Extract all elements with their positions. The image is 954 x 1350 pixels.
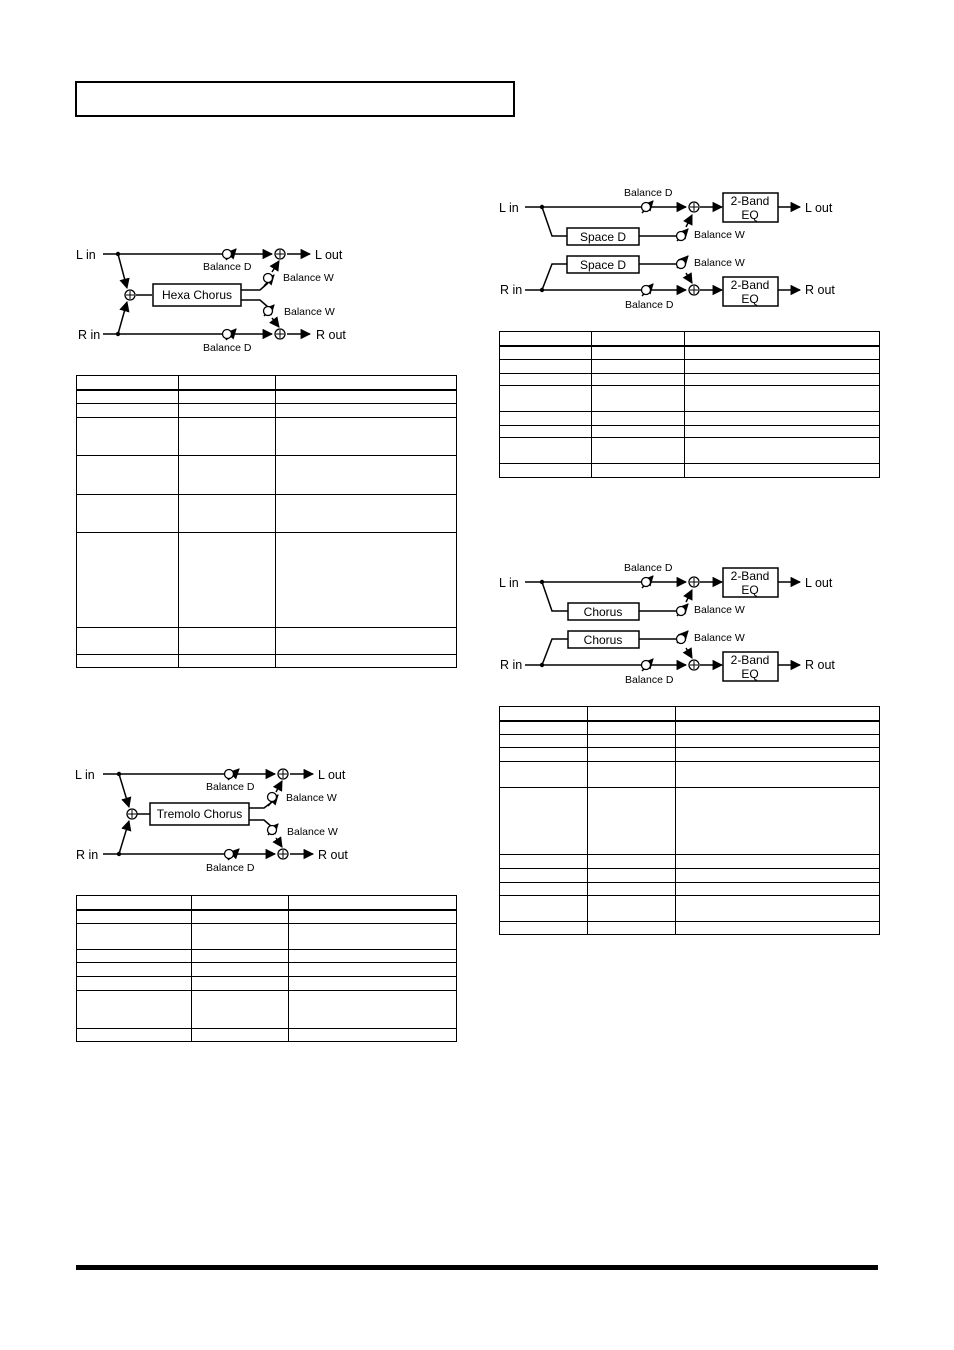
table-row [500, 374, 880, 386]
table-row [77, 495, 457, 533]
balance-d-label: Balance D [624, 562, 673, 574]
eq-block-label: EQ [741, 583, 759, 597]
l-out-label: L out [318, 768, 346, 782]
eq-block-label: EQ [741, 292, 759, 306]
balance-d-label: Balance D [625, 674, 674, 686]
eq-block-label: 2-Band [730, 194, 770, 208]
balance-w-label: Balance W [694, 632, 745, 644]
table-row [500, 386, 880, 412]
table-row [77, 977, 457, 991]
balance-w-label: Balance W [694, 229, 745, 241]
table-header-row [77, 896, 457, 910]
l-in-label: L in [76, 248, 96, 262]
table-row [500, 412, 880, 426]
table-row [500, 762, 880, 788]
balance-d-label: Balance D [624, 187, 673, 199]
eq-block-label: EQ [741, 208, 759, 222]
table-row [77, 628, 457, 655]
table-row [500, 735, 880, 748]
table-row [77, 456, 457, 495]
balance-w-label: Balance W [694, 257, 745, 269]
table-row [77, 404, 457, 418]
r-in-label: R in [78, 328, 101, 342]
l-in-label: L in [499, 201, 519, 215]
table-row [77, 1029, 457, 1042]
chorus-diagram [495, 560, 840, 690]
space-d-diagram [495, 185, 840, 315]
eq-block-label: EQ [741, 667, 759, 681]
table-row [77, 991, 457, 1029]
balance-w-label: Balance W [284, 306, 335, 318]
l-out-label: L out [805, 201, 833, 215]
chorus-block-label: Chorus [583, 633, 623, 647]
balance-w-label: Balance W [283, 272, 334, 284]
l-in-label: L in [499, 576, 519, 590]
table-row [77, 910, 457, 924]
balance-d-label: Balance D [206, 781, 255, 793]
table-header-row [77, 376, 457, 390]
table-row [500, 438, 880, 464]
eq-block-label: 2-Band [730, 278, 770, 292]
table-row [500, 869, 880, 883]
section-header-box [75, 81, 515, 117]
table-header-row [500, 332, 880, 346]
table-row [500, 922, 880, 935]
tremolo-chorus-parameter-table [76, 895, 457, 1042]
balance-w-label: Balance W [694, 604, 745, 616]
table-row [500, 896, 880, 922]
balance-d-label: Balance D [203, 261, 252, 273]
balance-d-label: Balance D [203, 342, 252, 354]
table-row [77, 655, 457, 668]
table-header-row [500, 707, 880, 721]
hexa-chorus-diagram [70, 240, 370, 355]
space-d-parameter-table [499, 331, 880, 478]
space-d-block-label: Space D [579, 230, 627, 244]
r-out-label: R out [805, 658, 835, 672]
table-row [77, 418, 457, 456]
table-row [77, 950, 457, 963]
balance-w-label: Balance W [286, 792, 337, 804]
l-out-label: L out [805, 576, 833, 590]
table-row [500, 788, 880, 855]
r-in-label: R in [500, 658, 523, 672]
r-out-label: R out [805, 283, 835, 297]
table-row [500, 748, 880, 762]
table-row [77, 924, 457, 950]
table-row [500, 360, 880, 374]
table-row [500, 426, 880, 438]
hexa-chorus-parameter-table [76, 375, 457, 668]
r-in-label: R in [500, 283, 523, 297]
eq-block-label: 2-Band [730, 569, 770, 583]
table-row [77, 963, 457, 977]
table-row [77, 533, 457, 628]
chorus-parameter-table [499, 706, 880, 935]
space-d-block-label: Space D [579, 258, 627, 272]
tremolo-chorus-block-label: Tremolo Chorus [156, 807, 243, 821]
footer-rule [76, 1265, 878, 1270]
table-row [77, 390, 457, 404]
r-in-label: R in [76, 848, 99, 862]
balance-d-label: Balance D [625, 299, 674, 311]
hexa-chorus-block-label: Hexa Chorus [161, 288, 233, 302]
table-row [500, 721, 880, 735]
balance-w-label: Balance W [287, 826, 338, 838]
l-in-label: L in [75, 768, 95, 782]
r-out-label: R out [318, 848, 348, 862]
table-row [500, 464, 880, 478]
r-out-label: R out [316, 328, 346, 342]
table-row [500, 883, 880, 896]
table-row [500, 346, 880, 360]
tremolo-chorus-diagram [70, 760, 370, 875]
l-out-label: L out [315, 248, 343, 262]
eq-block-label: 2-Band [730, 653, 770, 667]
chorus-block-label: Chorus [583, 605, 623, 619]
balance-d-label: Balance D [206, 862, 255, 874]
table-row [500, 855, 880, 869]
